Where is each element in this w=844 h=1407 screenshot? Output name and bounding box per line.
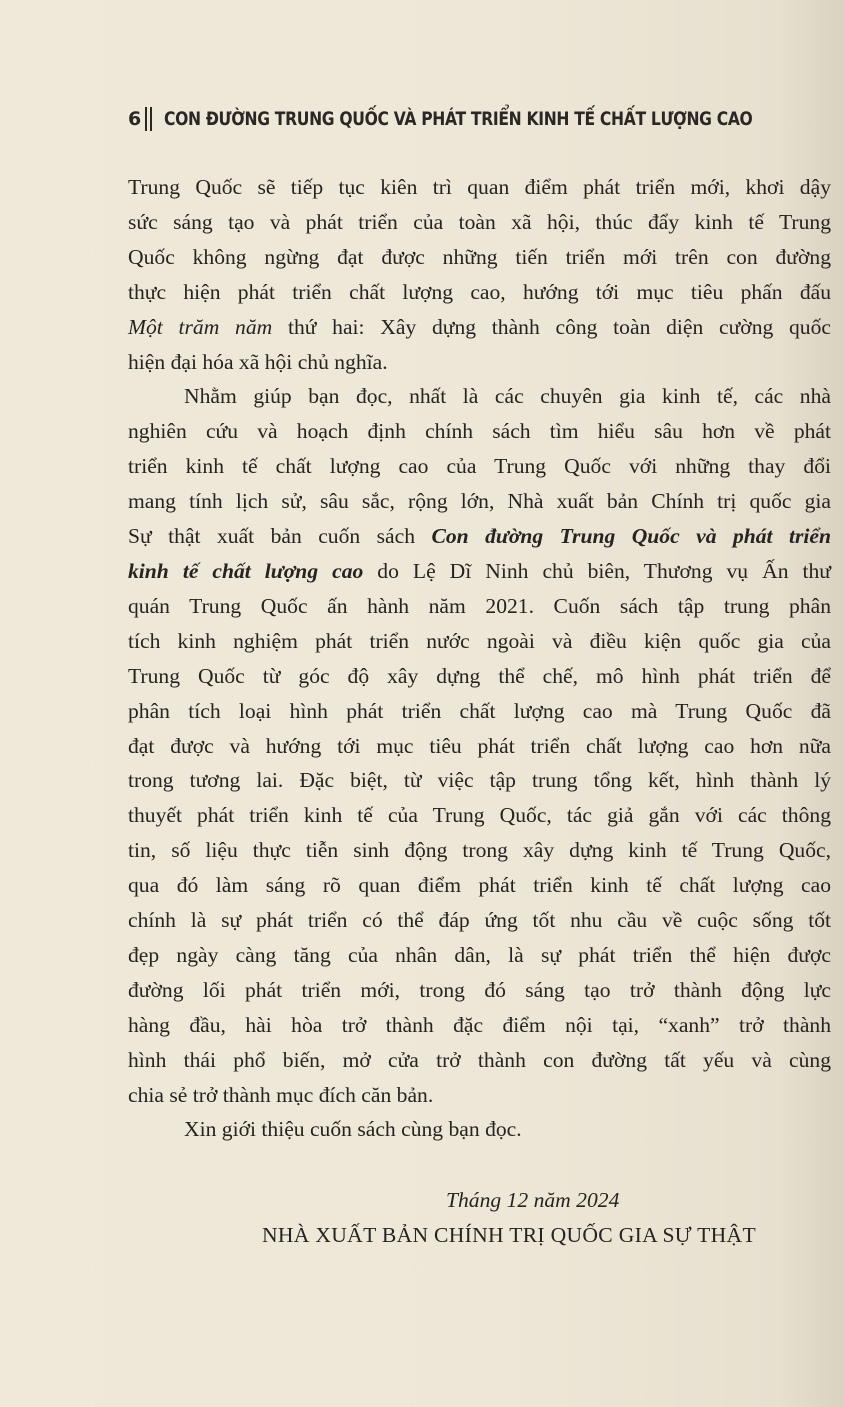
text-line: mang tính lịch sử, sâu sắc, rộng lớn, Nhà xuất bản Chính trị quốc gia [128,489,831,514]
text-line: chia sẻ trở thành mục đích căn bản. [128,1082,434,1107]
text-fragment: do Lệ Dĩ Ninh chủ biên, Thương vụ Ấn thư [363,558,831,583]
text-line [128,554,831,589]
text-line: tin, số liệu thực tiễn sinh động trong xây dựng kinh tế Trung Quốc, [128,838,831,863]
paragraph-2 [128,379,831,1112]
text-line: triển kinh tế chất lượng cao của Trung Quốc với những thay đổi [128,454,831,479]
text-line [128,310,831,345]
text-line: tích kinh nghiệm phát triển nước ngoài và điều kiện quốc gia của [128,628,831,653]
signature-date: Tháng 12 năm 2024 [446,1188,620,1212]
text-line: hiện đại hóa xã hội chủ nghĩa. [128,349,388,374]
paragraph-3 [128,1112,831,1147]
text-line: hàng đầu, hài hòa trở thành đặc điểm nội tại, “xanh” trở thành [128,1012,831,1037]
running-header [128,104,828,134]
text-line: sức sáng tạo và phát triển của toàn xã hội, thúc đẩy kinh tế Trung [128,209,831,234]
text-line: nghiên cứu và hoạch định chính sách tìm hiểu sâu hơn về phát [128,419,831,444]
running-title: CON ĐƯỜNG TRUNG QUỐC VÀ PHÁT TRIỂN KINH TẾ CHẤT LƯỢNG CAO [163,108,753,130]
text-line: quán Trung Quốc ấn hành năm 2021. Cuốn sách tập trung phân [128,593,831,618]
page-number: 6 [128,108,141,130]
signature-publisher: NHÀ XUẤT BẢN CHÍNH TRỊ QUỐC GIA SỰ THẬT [262,1223,756,1247]
paragraph-1 [128,170,831,379]
text-line: Trung Quốc sẽ tiếp tục kiên trì quan điểm phát triển mới, khơi dậy [128,175,831,199]
text-line: chính là sự phát triển có thể đáp ứng tốt nhu cầu về cuộc sống tốt [128,908,831,933]
text-line: Quốc không ngừng đạt được những tiến triển mới trên con đường [128,244,831,269]
text-line: đẹp ngày càng tăng của nhân dân, là sự phát triển thể hiện được [128,942,831,967]
book-title: Con đường Trung Quốc và phát triển [431,524,831,549]
text-line [128,519,831,554]
body-text [128,170,831,1147]
text-line: đạt được và hướng tới mục tiêu phát triển chất lượng cao hơn nữa [128,733,831,758]
text-line: phân tích loại hình phát triển chất lượng cao mà Trung Quốc đã [128,698,831,723]
text-line: trong tương lai. Đặc biệt, từ việc tập trung tổng kết, hình thành lý [128,768,831,793]
text-line: hình thái phổ biến, mở cửa trở thành con đường tất yếu và cùng [128,1047,831,1072]
text-line: Nhằm giúp bạn đọc, nhất là các chuyên gia kinh tế, các nhà [184,384,831,409]
text-line: Trung Quốc từ góc độ xây dựng thể chế, mô hình phát triển để [128,663,831,688]
text-fragment: thứ hai: Xây dựng thành công toàn diện cường quốc [272,314,831,339]
text-line: thực hiện phát triển chất lượng cao, hướng tới mục tiêu phấn đấu [128,279,831,304]
text-line: thuyết phát triển kinh tế của Trung Quốc, tác giả gắn với các thông [128,803,831,828]
text-line: qua đó làm sáng rõ quan điểm phát triển kinh tế chất lượng cao [128,873,831,898]
text-line: Xin giới thiệu cuốn sách cùng bạn đọc. [184,1117,522,1142]
text-line: đường lối phát triển mới, trong đó sáng tạo trở thành động lực [128,977,831,1002]
text-fragment: Sự thật xuất bản cuốn sách [128,524,432,549]
italic-phrase: Một trăm năm [128,314,273,339]
book-title-cont: kinh tế chất lượng cao [128,558,364,583]
header-divider [145,107,152,131]
